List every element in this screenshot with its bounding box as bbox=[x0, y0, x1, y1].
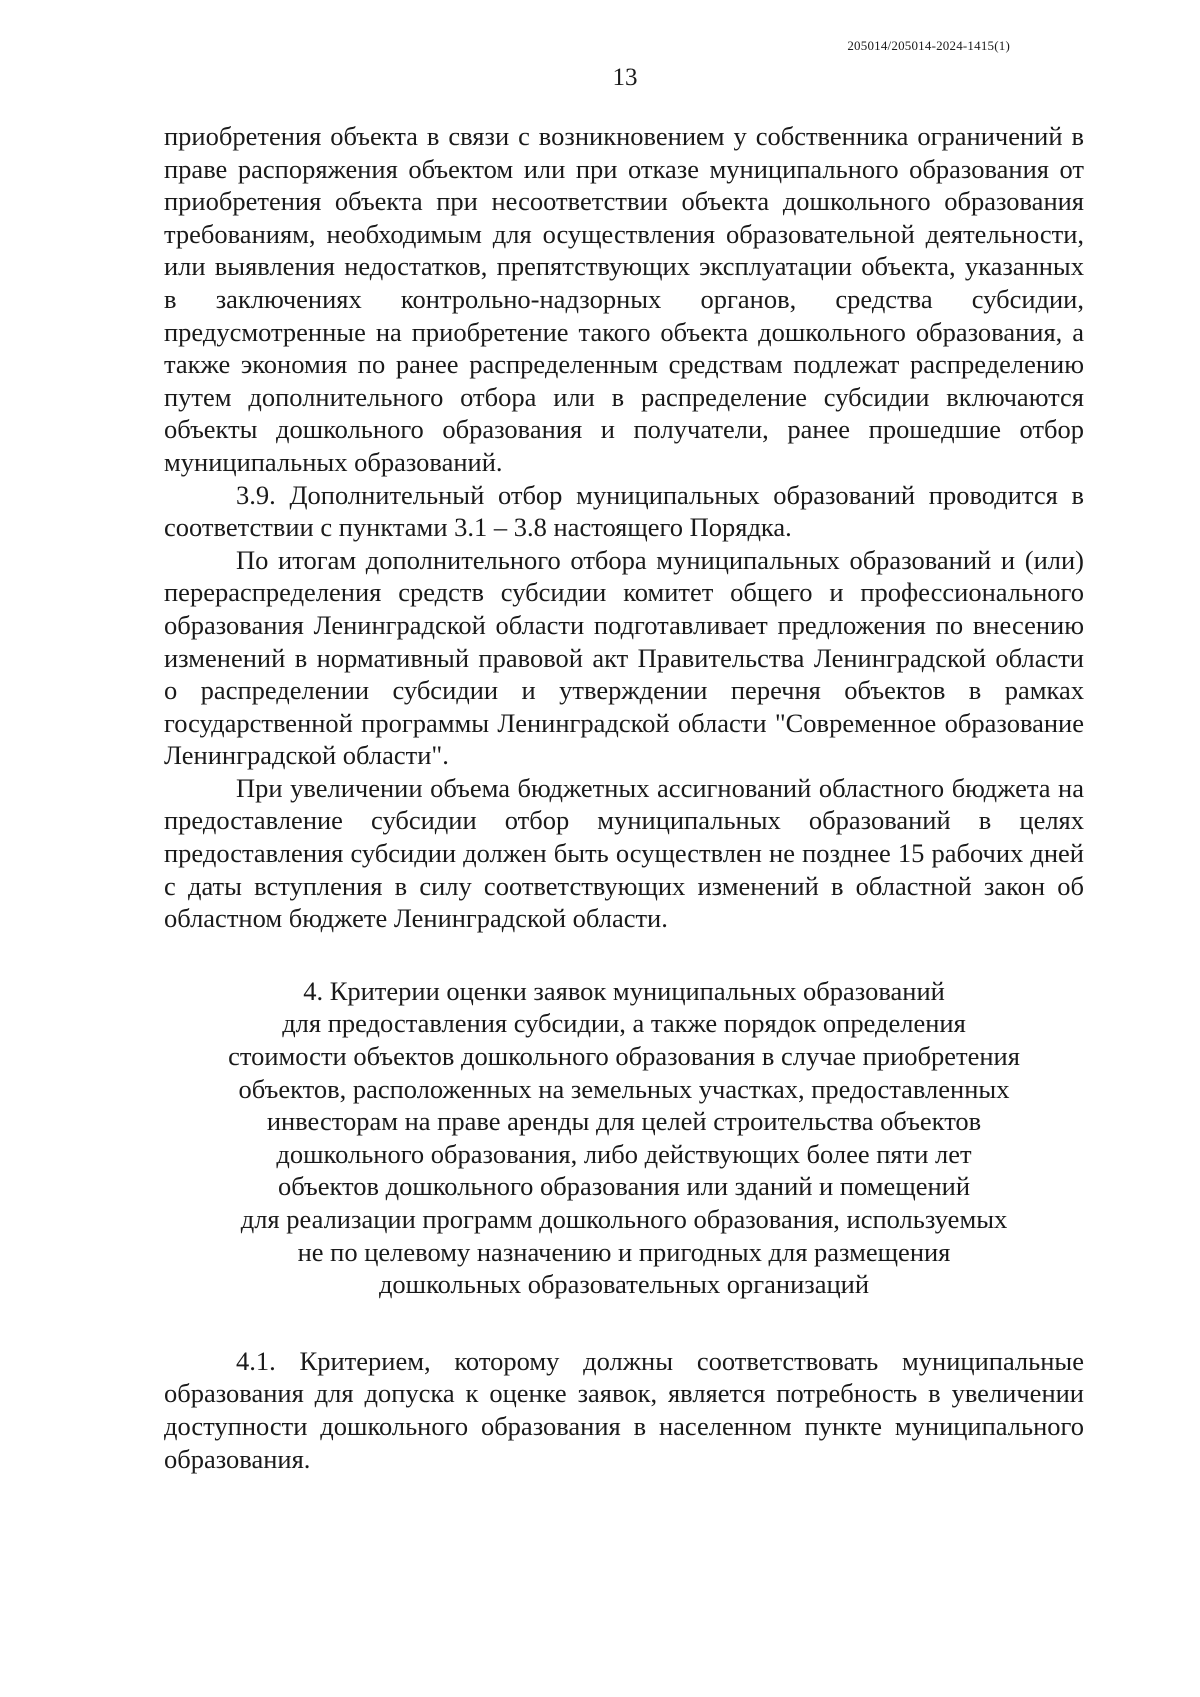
document-id: 205014/205014-2024-1415(1) bbox=[847, 38, 1010, 53]
section-heading-line: не по целевому назначению и пригодных для размещения bbox=[297, 1236, 951, 1267]
section-heading-line: дошкольных образовательных организаций bbox=[378, 1269, 870, 1300]
section-heading-line: стоимости объектов дошкольного образования в случае приобретения bbox=[228, 1041, 1020, 1072]
section-4-heading bbox=[164, 935, 1084, 1345]
section-heading-line: 4. Критерии оценки заявок муниципальных образований bbox=[303, 975, 945, 1006]
section-heading-line: объектов, расположенных на земельных участках, предоставленных bbox=[238, 1073, 1010, 1104]
paragraph-3-9: 3.9. Дополнительный отбор муниципальных образований проводится в соответствии с пунктами 3.1 – 3.8 настоящего Порядка. bbox=[164, 479, 1084, 543]
page-number: 13 bbox=[612, 64, 638, 91]
paragraph-4-1: 4.1. Критерием, которому должны соответствовать муниципальные образования для допуска к оценке заявок, является потребность в увеличении доступности дошкольного образования в населенном пункте муниципального образования. bbox=[164, 1345, 1084, 1474]
section-heading-line: для предоставления субсидии, а также порядок определения bbox=[282, 1008, 966, 1039]
section-heading-line: инвесторам на праве аренды для целей строительства объектов bbox=[266, 1106, 982, 1137]
paragraph-budget-increase: При увеличении объема бюджетных ассигнований областного бюджета на предоставление субсидии отбор муниципальных образований в целях предоставления субсидии должен быть осуществлен не позднее 15 рабочих дней с даты вступления в силу соответствующих изменений в областной закон об областном бюджете Ленинградской области. bbox=[164, 772, 1084, 934]
paragraph-continuation: приобретения объекта в связи с возникновением у собственника ограничений в праве распоряжения объектом или при отказе муниципального образования от приобретения объекта при несоответствии объекта дошкольного образования требованиям, необходимым для осуществления образовательной деятельности, или выявления недостатков, препятствующих эксплуатации объекта, указанных в заключениях контрольно-надзорных органов, средства субсидии, предусмотренные на приобретение такого объекта дошкольного образования, а также экономия по ранее распределенным средствам подлежат распределению путем дополнительного отбора или в распределение субсидии включаются объекты дошкольного образования и получатели, ранее прошедшие отбор муниципальных образований. bbox=[164, 121, 1084, 477]
section-heading-line: дошкольного образования, либо действующих более пяти лет bbox=[276, 1138, 972, 1169]
paragraph-additional-selection-results: По итогам дополнительного отбора муниципальных образований и (или) перераспределения средств субсидии комитет общего и профессионального образования Ленинградской области подготавливает предложения по внесению изменений в нормативный правовой акт Правительства Ленинградской области о распределении субсидии и утверждении перечня объектов в рамках государственной программы Ленинградской области "Современное образование Ленинградской области". bbox=[164, 544, 1084, 771]
section-heading-line: объектов дошкольного образования или зданий и помещений bbox=[277, 1171, 971, 1202]
document-body bbox=[164, 120, 1084, 1475]
section-heading-line: для реализации программ дошкольного образования, используемых bbox=[240, 1204, 1008, 1234]
